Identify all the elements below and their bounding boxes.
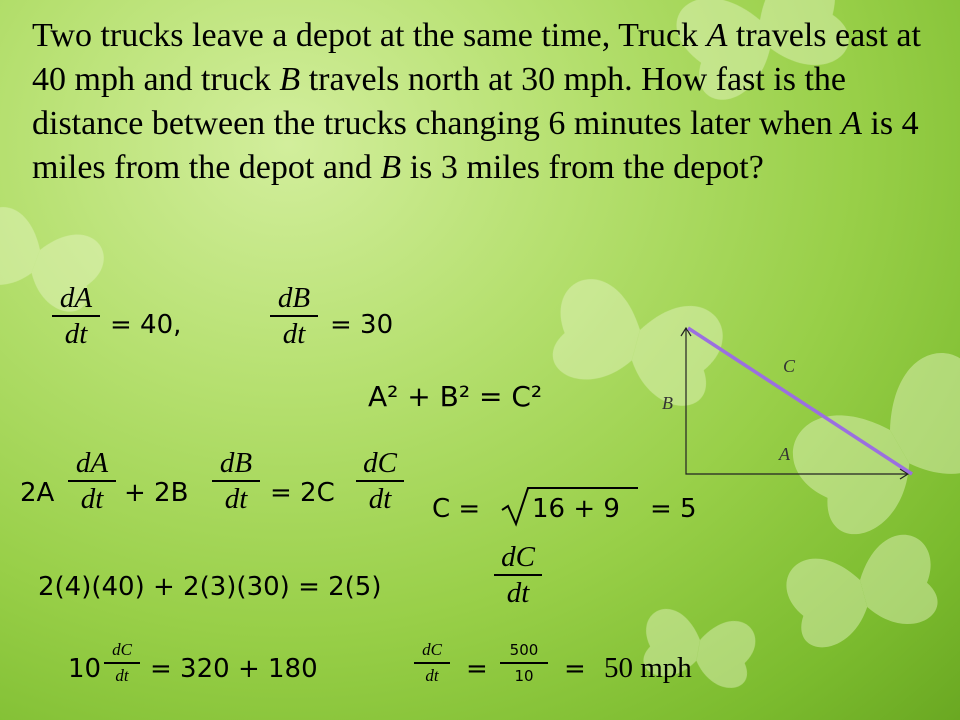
label-c: C [783, 356, 796, 376]
sqrt-argument: 16 + 9 [532, 494, 620, 524]
c-equals: C = [432, 494, 481, 524]
pythagorean-equation: A² + B² = C² [368, 380, 543, 413]
label-a: A [779, 444, 790, 464]
dC-dt-small-fraction-2: dC dt [414, 640, 450, 686]
problem-statement: Two trucks leave a depot at the same time, Truck A travels east at 40 mph and truck B travels north at 30 mph. How fast is the distance between the trucks changing 6 minutes later when A is 4 miles from the depot and B is 3 miles from the depot? [32, 17, 921, 186]
substitution-equation: 2(4)(40) + 2(3)(30) = 2(5) [38, 572, 382, 602]
plus-2b: + 2B [124, 478, 189, 508]
equals-2c: = 2C [270, 478, 335, 508]
equals-40: = 40, [110, 310, 182, 340]
dC-dt-fraction: dC dt [356, 448, 404, 514]
dA-dt-fraction: dA dt [52, 283, 100, 349]
final-answer: 50 mph [604, 652, 692, 684]
equals-sign: = [466, 654, 488, 684]
equals-320-plus-180: = 320 + 180 [150, 654, 318, 684]
two-a: 2A [20, 478, 55, 508]
dC-dt-small-fraction: dC dt [104, 640, 140, 686]
equals-30: = 30 [330, 310, 394, 340]
dB-dt-fraction: dB dt [270, 283, 318, 349]
dB-dt-fraction-2: dB dt [212, 448, 260, 514]
equals-sign-2: = [564, 654, 586, 684]
label-b: B [662, 393, 673, 413]
right-triangle-diagram [676, 318, 926, 488]
500-over-10-fraction: 500 10 [500, 640, 548, 686]
equals-5: = 5 [650, 494, 697, 524]
butterfly-icon [780, 529, 945, 654]
dA-dt-fraction-2: dA dt [68, 448, 116, 514]
hypotenuse [688, 328, 912, 474]
ten-coefficient: 10 [68, 654, 102, 684]
dC-dt-fraction-2: dC dt [494, 542, 542, 608]
